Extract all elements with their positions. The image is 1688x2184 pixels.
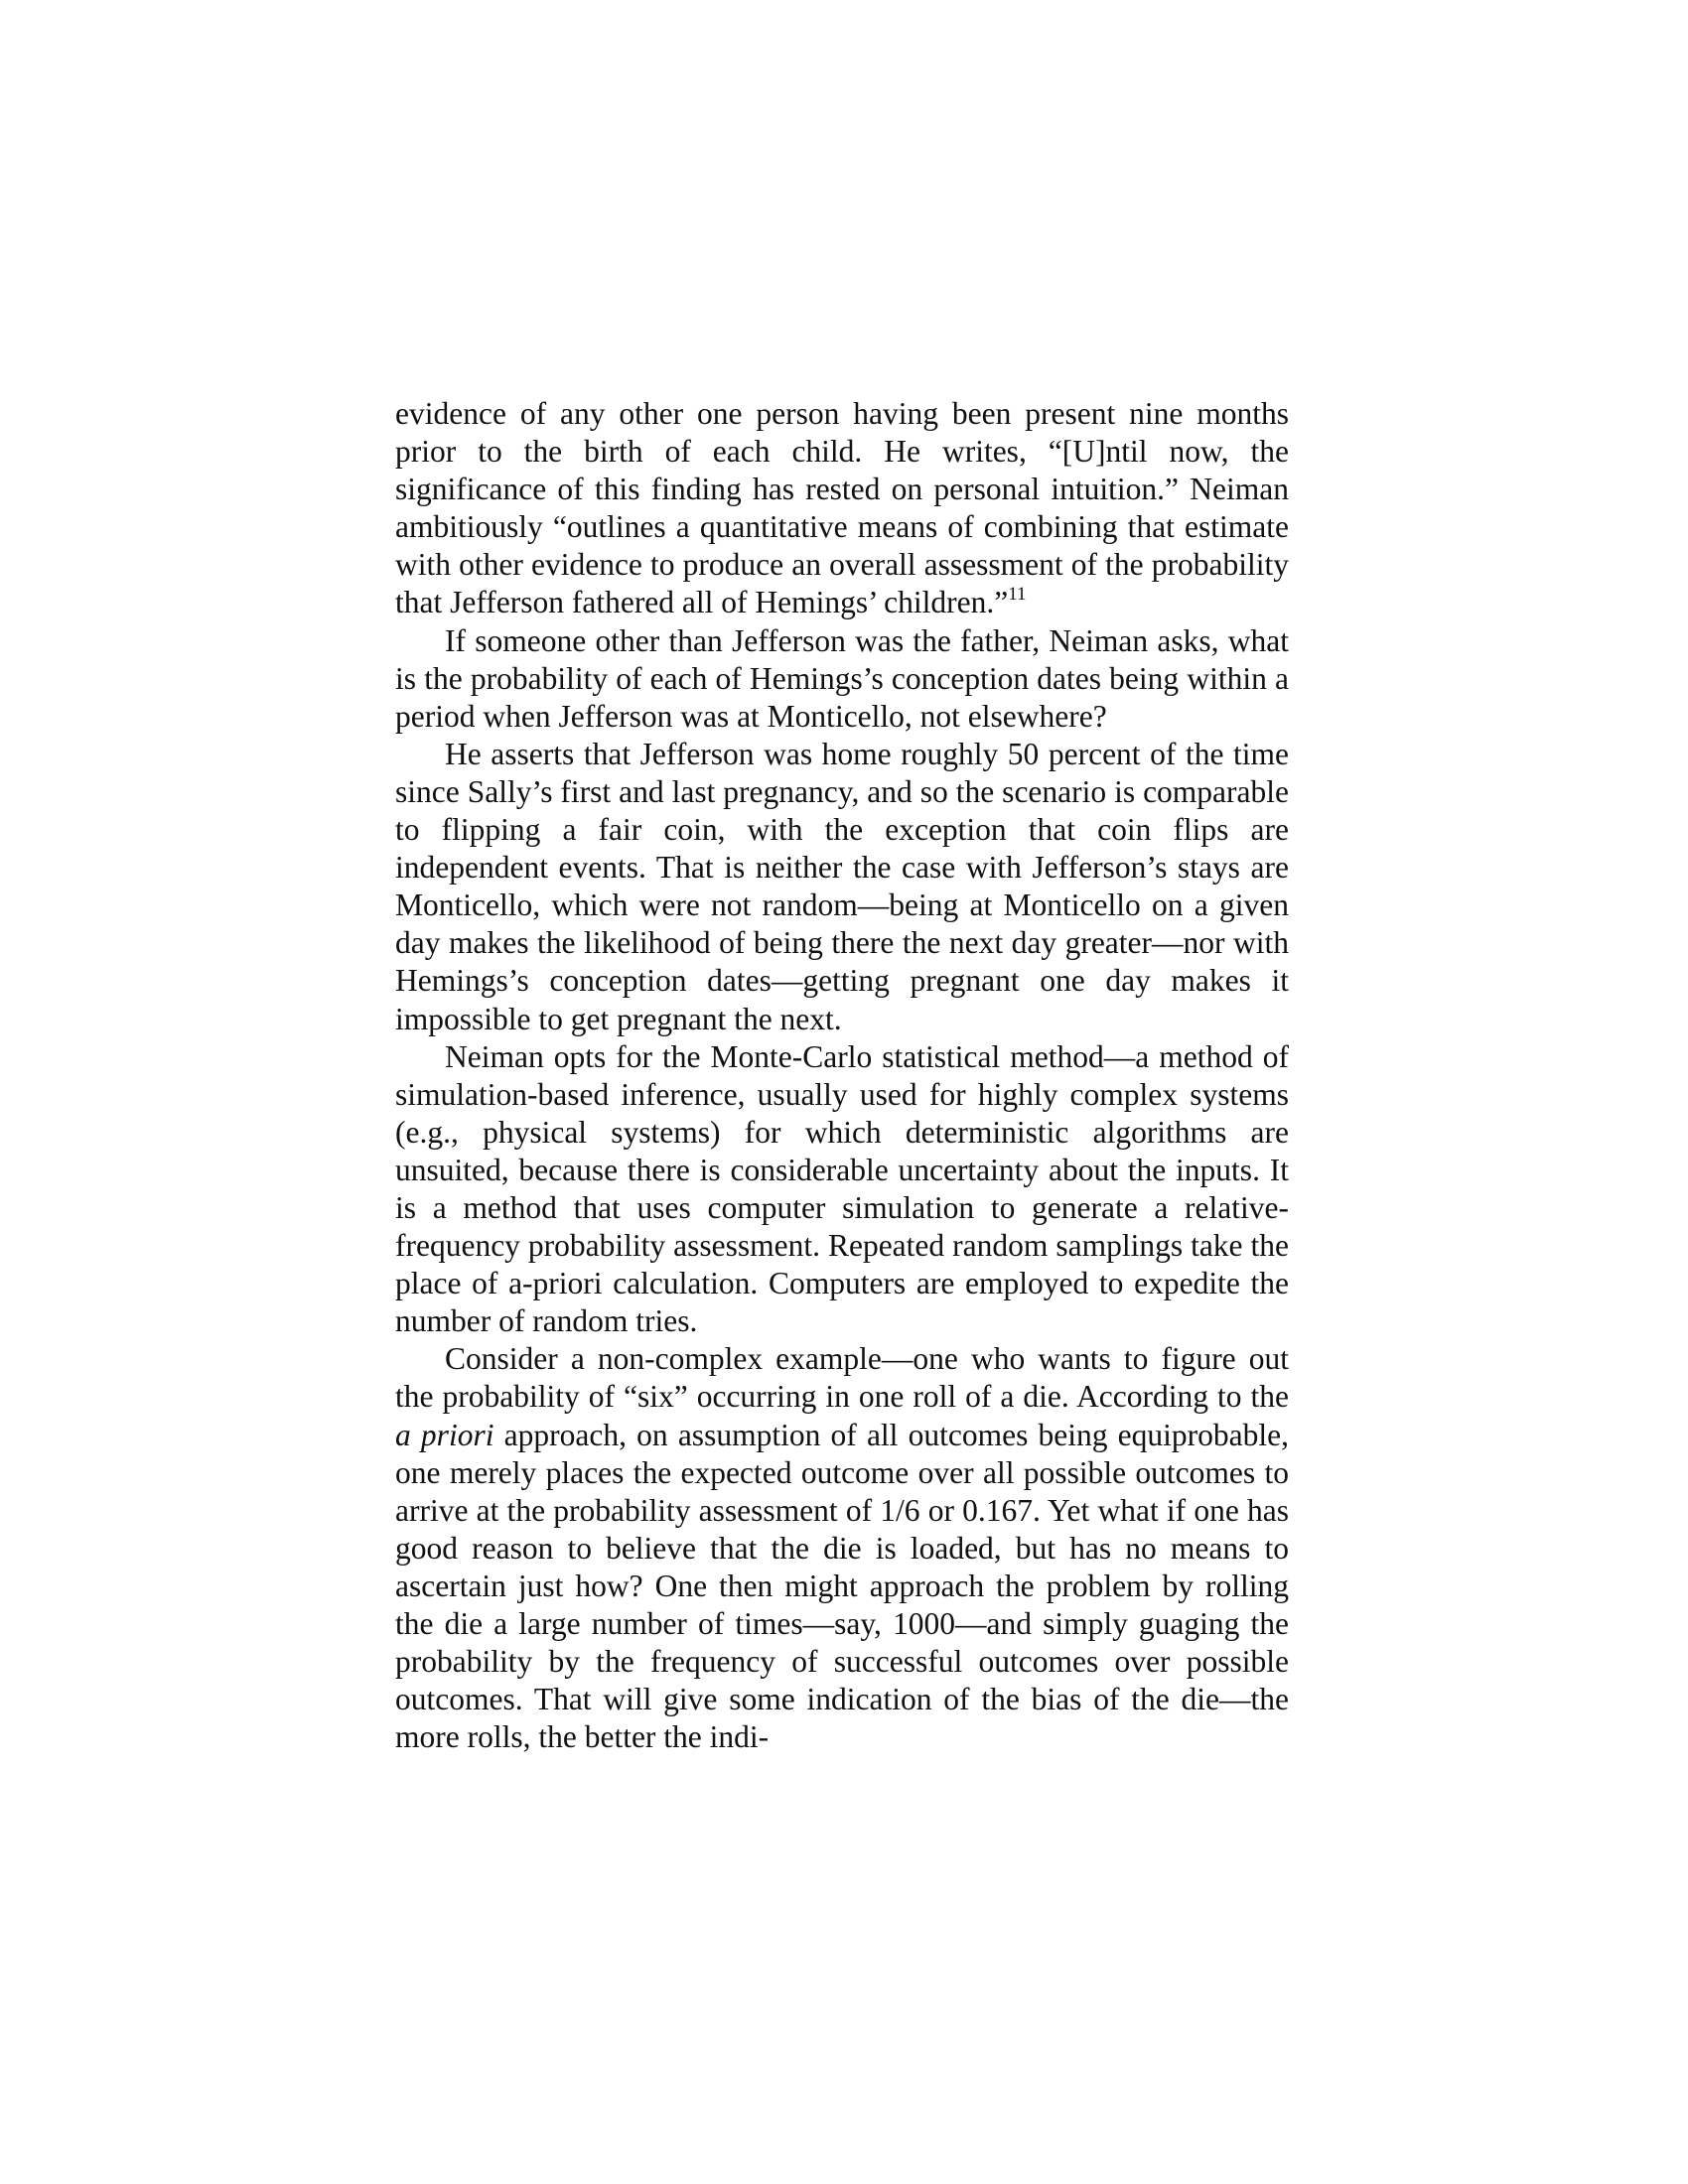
footnote-reference[interactable]: 11 xyxy=(1008,584,1027,606)
paragraph-5-text-start: Consider a non-complex example—one who wants to figure out the probability of “six” occurring in one roll of a die. According to the xyxy=(395,1341,1289,1415)
paragraph-4 xyxy=(395,1038,1289,1341)
paragraph-5-text-end: approach, on assumption of all outcomes being equiprobable, one merely places the expected outcome over all possible outcomes to arrive at the probability assessment of 1/6 or 0.167. Yet what if one has good reason to believe that the die is loaded, but has no means to ascertain just how? One then might approach the problem by rolling the die a large number of times—say, 1000—and simply guaging the probability by the frequency of successful outcomes over possible outcomes. That will give some indication of the bias of the die—the more rolls, the better the indi- xyxy=(395,1417,1289,1755)
paragraph-5 xyxy=(395,1340,1289,1756)
paragraph-3 xyxy=(395,736,1289,1038)
paragraph-1-text: evidence of any other one person having been present nine months prior to the birth of each child. He writes, “[U]ntil now, the significance of this finding has rested on personal intuition.” Neiman ambitiously “outlines a quantitative means of combining that estimate with other evidence to produce an overall assessment of the probability that Jefferson fathered all of Hemings’ children.” xyxy=(395,396,1289,620)
paragraph-4-text: Neiman opts for the Monte-Carlo statistical method—a method of simulation-based inference, usually used for highly complex systems (e.g., physical systems) for which deterministic algorithms are unsuited, because there is considerable uncertainty about the inputs. It is a method that uses computer simulation to generate a relative-frequency probability assessment. Repeated random samplings take the place of a-priori calculation. Computers are employed to expedite the number of random tries. xyxy=(395,1038,1289,1339)
paragraph-5-italic-term: a priori xyxy=(395,1417,494,1452)
body-text xyxy=(395,395,1289,1756)
paragraph-2 xyxy=(395,622,1289,736)
paragraph-2-text: If someone other than Jefferson was the father, Neiman asks, what is the probability of each of Hemings’s conception dates being within a period when Jefferson was at Monticello, not elsewhere? xyxy=(395,622,1289,734)
paragraph-3-text: He asserts that Jefferson was home roughly 50 percent of the time since Sally’s first and last pregnancy, and so the scenario is comparable to flipping a fair coin, with the exception that coin flips are independent events. That is neither the case with Jefferson’s stays are Monticello, which were not random—being at Monticello on a given day makes the likelihood of being there the next day greater—nor with Hemings’s conception dates—getting pregnant one day makes it impossible to get pregnant the next. xyxy=(395,736,1289,1036)
paragraph-1 xyxy=(395,395,1289,622)
